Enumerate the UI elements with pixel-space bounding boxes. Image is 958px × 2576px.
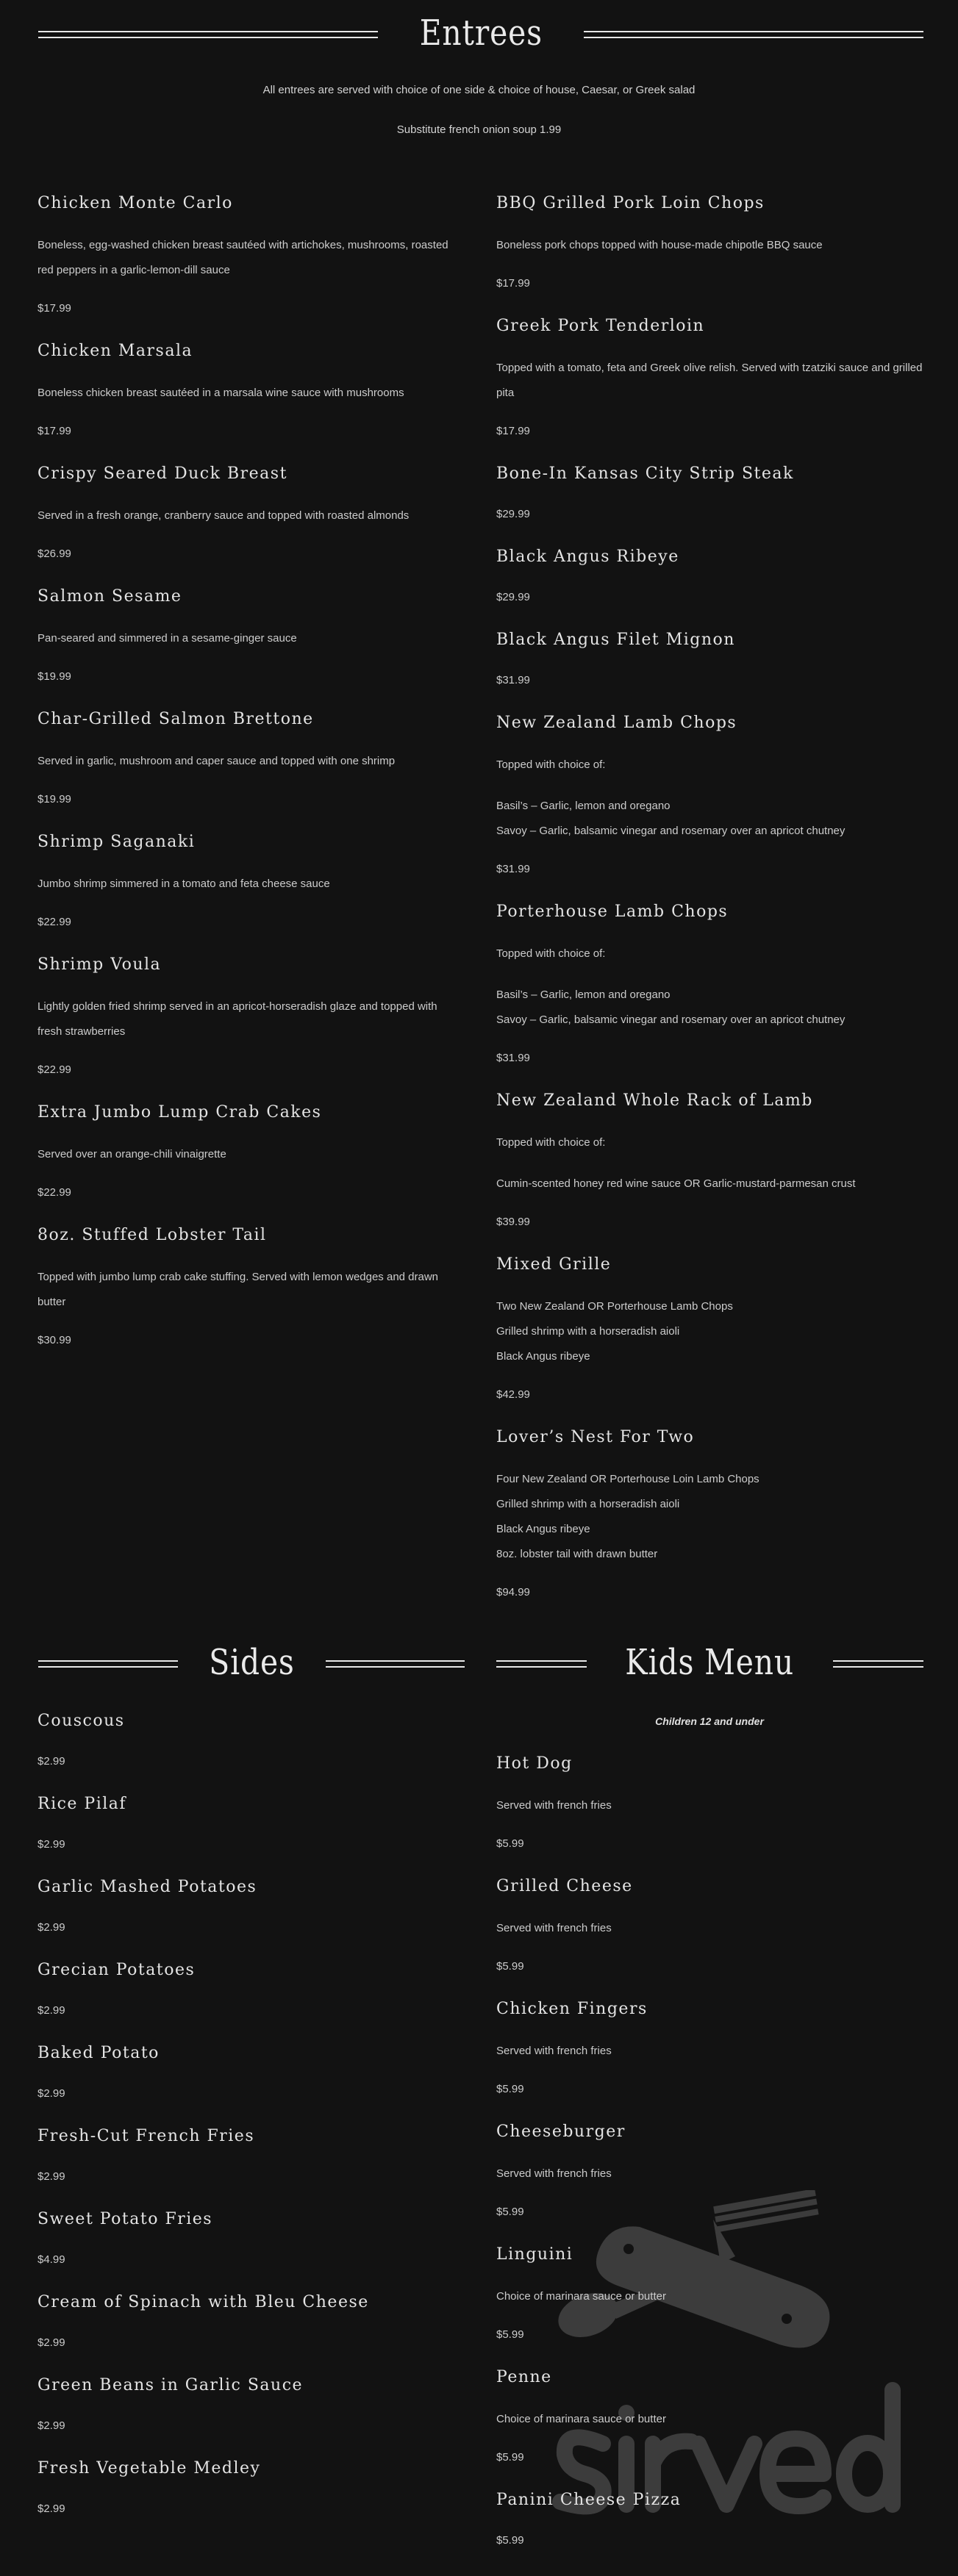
item-name: Penne — [496, 2368, 552, 2386]
description-line: Pan-seared and simmered in a sesame-ginger sauce — [37, 632, 297, 645]
item-name: Garlic Mashed Potatoes — [37, 1878, 257, 1896]
item-price: $22.99 — [37, 916, 71, 928]
description-line: Served over an orange-chili vinaigrette — [37, 1148, 226, 1160]
menu-item — [37, 2125, 464, 2188]
item-name: Chicken Fingers — [496, 2000, 648, 2018]
divider — [584, 31, 923, 38]
menu-item — [37, 2292, 464, 2354]
item-name: Lover’s Nest For Two — [496, 1428, 695, 1446]
description-line: Served with french fries — [496, 1922, 612, 1934]
item-description — [496, 2407, 923, 2432]
item-price: $31.99 — [496, 1052, 530, 1064]
description-line: Savoy – Garlic, balsamic vinegar and rosemary over an apricot chutney — [496, 1013, 846, 1026]
item-description — [496, 2039, 923, 2064]
description-line: Grilled shrimp with a horseradish aioli — [496, 1325, 680, 1338]
item-name: 8oz. Stuffed Lobster Tail — [37, 1226, 267, 1244]
entrees-right-column — [496, 193, 923, 1624]
item-description — [37, 626, 464, 651]
item-price: $29.99 — [496, 508, 530, 520]
item-description — [37, 503, 464, 528]
menu-item — [37, 2375, 464, 2437]
item-price: $17.99 — [496, 425, 530, 437]
entrees-header — [38, 11, 923, 55]
entrees-left-column — [37, 193, 464, 1372]
item-description — [496, 1793, 923, 1818]
menu-item — [37, 1793, 464, 1856]
menu-item — [496, 1090, 923, 1233]
divider — [496, 1660, 587, 1668]
divider — [833, 1660, 923, 1668]
menu-item — [37, 1102, 464, 1204]
item-description — [496, 753, 923, 844]
description-line: Basil’s – Garlic, lemon and oregano — [496, 989, 671, 1001]
item-price: $22.99 — [37, 1063, 71, 1076]
item-name: Hot Dog — [496, 1754, 573, 1773]
menu-item — [37, 954, 464, 1081]
item-description — [496, 1916, 923, 1941]
description-line: Black Angus ribeye — [496, 1350, 590, 1363]
item-price: $94.99 — [496, 1586, 530, 1599]
kids-items — [496, 1753, 923, 2552]
menu-item — [496, 1876, 923, 1978]
item-intro: Topped with choice of: — [496, 1136, 606, 1149]
kids-header — [496, 1640, 923, 1685]
item-name: Greek Pork Tenderloin — [496, 317, 705, 335]
item-price: $26.99 — [37, 548, 71, 560]
kids-column — [496, 1710, 923, 2572]
menu-item — [496, 2121, 923, 2223]
menu-item — [37, 1876, 464, 1939]
item-name: New Zealand Lamb Chops — [496, 714, 737, 732]
substitute-note: Substitute french onion soup 1.99 — [396, 123, 562, 136]
description-line: Topped with jumbo lump crab cake stuffing. Served with lemon wedges and drawn butter — [37, 1271, 439, 1308]
item-price: $2.99 — [37, 2087, 65, 2100]
item-price: $5.99 — [496, 1960, 524, 1973]
menu-item — [37, 586, 464, 688]
description-line: Choice of marinara sauce or butter — [496, 2413, 666, 2425]
item-name: Fresh Vegetable Medley — [37, 2459, 261, 2478]
description-line: Served with french fries — [496, 1799, 612, 1812]
item-description — [37, 1142, 464, 1167]
item-intro: Topped with choice of: — [496, 947, 606, 960]
item-description — [496, 1467, 923, 1567]
item-price: $2.99 — [37, 2419, 65, 2432]
item-name: Black Angus Filet Mignon — [496, 631, 735, 649]
item-name: Black Angus Ribeye — [496, 548, 679, 566]
menu-item — [37, 2458, 464, 2520]
description-line: Lightly golden fried shrimp served in an apricot-horseradish glaze and topped with fresh strawberries — [37, 1000, 437, 1038]
item-price: $22.99 — [37, 1186, 71, 1199]
description-line: Choice of marinara sauce or butter — [496, 2290, 666, 2303]
item-price: $5.99 — [496, 2451, 524, 2464]
item-price: $19.99 — [37, 793, 71, 806]
description-line: Cumin-scented honey red wine sauce OR Garlic-mustard-parmesan crust — [496, 1177, 856, 1190]
menu-item — [37, 1959, 464, 2022]
item-name: Cream of Spinach with Bleu Cheese — [37, 2293, 369, 2311]
item-price: $17.99 — [37, 425, 71, 437]
item-price: $5.99 — [496, 2328, 524, 2341]
menu-item — [37, 2042, 464, 2105]
item-price: $30.99 — [37, 1334, 71, 1346]
item-price: $31.99 — [496, 674, 530, 686]
item-name: Grilled Cheese — [496, 1877, 633, 1895]
kids-subtitle: Children 12 and under — [655, 1715, 764, 1727]
description-line: Boneless chicken breast sautéed in a marsala wine sauce with mushrooms — [37, 387, 404, 399]
divider — [38, 1660, 178, 1668]
menu-item — [496, 1427, 923, 1604]
item-name: Shrimp Voula — [37, 955, 162, 974]
description-line: 8oz. lobster tail with drawn butter — [496, 1548, 658, 1560]
item-description — [496, 1294, 923, 1369]
menu-item — [37, 340, 464, 442]
divider — [38, 31, 378, 38]
menu-item — [496, 1998, 923, 2100]
item-price: $42.99 — [496, 1388, 530, 1401]
menu-item — [496, 901, 923, 1069]
menu-item — [496, 463, 923, 525]
item-description — [37, 1265, 464, 1315]
description-line: Four New Zealand OR Porterhouse Loin Lamb Chops — [496, 1473, 759, 1485]
item-name: Grecian Potatoes — [37, 1961, 196, 1979]
item-name: Crispy Seared Duck Breast — [37, 464, 287, 483]
item-price: $17.99 — [37, 302, 71, 315]
item-price: $4.99 — [37, 2253, 65, 2266]
menu-item — [496, 1753, 923, 1855]
description-line: Topped with a tomato, feta and Greek olive relish. Served with tzatziki sauce and grilled pita — [496, 362, 923, 399]
item-description — [496, 941, 923, 1033]
item-price: $31.99 — [496, 863, 530, 875]
item-name: BBQ Grilled Pork Loin Chops — [496, 194, 765, 212]
menu-item — [496, 546, 923, 609]
item-price: $5.99 — [496, 2083, 524, 2095]
menu-item — [496, 315, 923, 442]
item-name: Cheeseburger — [496, 2123, 626, 2141]
description-line: Jumbo shrimp simmered in a tomato and feta cheese sauce — [37, 878, 330, 890]
item-price: $2.99 — [37, 1755, 65, 1768]
item-price: $2.99 — [37, 2336, 65, 2349]
item-name: Fresh-Cut French Fries — [37, 2127, 255, 2145]
menu-item — [496, 2367, 923, 2469]
menu-item — [496, 2489, 923, 2552]
menu-item — [37, 193, 464, 320]
entrees-note: All entrees are served with choice of one side & choice of house, Caesar, or Greek salad — [262, 84, 696, 96]
menu-item — [37, 1710, 464, 1773]
item-price: $2.99 — [37, 2170, 65, 2183]
section-title: Kids Menu — [625, 1642, 795, 1683]
item-description — [37, 994, 464, 1044]
item-name: New Zealand Whole Rack of Lamb — [496, 1091, 813, 1110]
item-name: Green Beans in Garlic Sauce — [37, 2376, 304, 2394]
item-name: Salmon Sesame — [37, 587, 182, 606]
item-name: Chicken Marsala — [37, 342, 193, 360]
section-title: Entrees — [419, 12, 543, 54]
item-name: Linguini — [496, 2245, 573, 2264]
description-line: Served with french fries — [496, 2167, 612, 2180]
item-price: $29.99 — [496, 591, 530, 603]
menu-item — [496, 193, 923, 295]
description-line: Black Angus ribeye — [496, 1523, 590, 1535]
menu-item — [496, 2244, 923, 2346]
item-name: Chicken Monte Carlo — [37, 194, 233, 212]
menu-item — [496, 1254, 923, 1406]
description-line: Grilled shrimp with a horseradish aioli — [496, 1498, 680, 1510]
item-name: Panini Cheese Pizza — [496, 2491, 682, 2509]
menu-item — [37, 1224, 464, 1352]
item-price: $2.99 — [37, 2004, 65, 2017]
item-name: Mixed Grille — [496, 1255, 612, 1274]
item-name: Bone-In Kansas City Strip Steak — [496, 464, 794, 483]
item-intro: Topped with choice of: — [496, 758, 606, 771]
item-name: Sweet Potato Fries — [37, 2210, 213, 2228]
section-title: Sides — [208, 1642, 295, 1683]
sides-header — [38, 1640, 465, 1685]
description-line: Boneless, egg-washed chicken breast sautéed with artichokes, mushrooms, roasted red peppers in a garlic-lemon-dill sauce — [37, 239, 448, 276]
item-description — [496, 1130, 923, 1196]
item-name: Char-Grilled Salmon Brettone — [37, 710, 314, 728]
item-price: $5.99 — [496, 2206, 524, 2218]
item-description — [37, 749, 464, 774]
item-description — [37, 381, 464, 406]
menu-item — [496, 712, 923, 880]
item-price: $5.99 — [496, 2534, 524, 2547]
item-price: $19.99 — [37, 670, 71, 683]
item-name: Baked Potato — [37, 2044, 160, 2062]
item-price: $2.99 — [37, 1838, 65, 1851]
item-name: Porterhouse Lamb Chops — [496, 903, 729, 921]
item-description — [496, 356, 923, 406]
description-line: Two New Zealand OR Porterhouse Lamb Chops — [496, 1300, 733, 1313]
description-line: Served with french fries — [496, 2045, 612, 2057]
divider — [326, 1660, 465, 1668]
menu-item — [37, 708, 464, 811]
menu-item — [496, 629, 923, 692]
item-price: $17.99 — [496, 277, 530, 290]
sides-column — [37, 1710, 464, 2541]
menu-item — [37, 463, 464, 565]
description-line: Served in a fresh orange, cranberry sauce and topped with roasted almonds — [37, 509, 410, 522]
item-description — [37, 872, 464, 897]
description-line: Boneless pork chops topped with house-made chipotle BBQ sauce — [496, 239, 823, 251]
item-description — [496, 2284, 923, 2309]
item-name: Extra Jumbo Lump Crab Cakes — [37, 1103, 322, 1122]
item-price: $5.99 — [496, 1837, 524, 1850]
item-name: Couscous — [37, 1712, 125, 1730]
item-name: Shrimp Saganaki — [37, 833, 196, 851]
item-price: $39.99 — [496, 1216, 530, 1228]
description-line: Served in garlic, mushroom and caper sauce and topped with one shrimp — [37, 755, 396, 767]
menu-item — [37, 831, 464, 933]
item-description — [496, 233, 923, 258]
item-description — [496, 2161, 923, 2186]
item-description — [37, 233, 464, 283]
item-price: $2.99 — [37, 1921, 65, 1934]
description-line: Savoy – Garlic, balsamic vinegar and rosemary over an apricot chutney — [496, 825, 846, 837]
menu-item — [37, 2209, 464, 2271]
description-line: Basil’s – Garlic, lemon and oregano — [496, 800, 671, 812]
item-price: $2.99 — [37, 2503, 65, 2515]
item-name: Rice Pilaf — [37, 1795, 127, 1813]
